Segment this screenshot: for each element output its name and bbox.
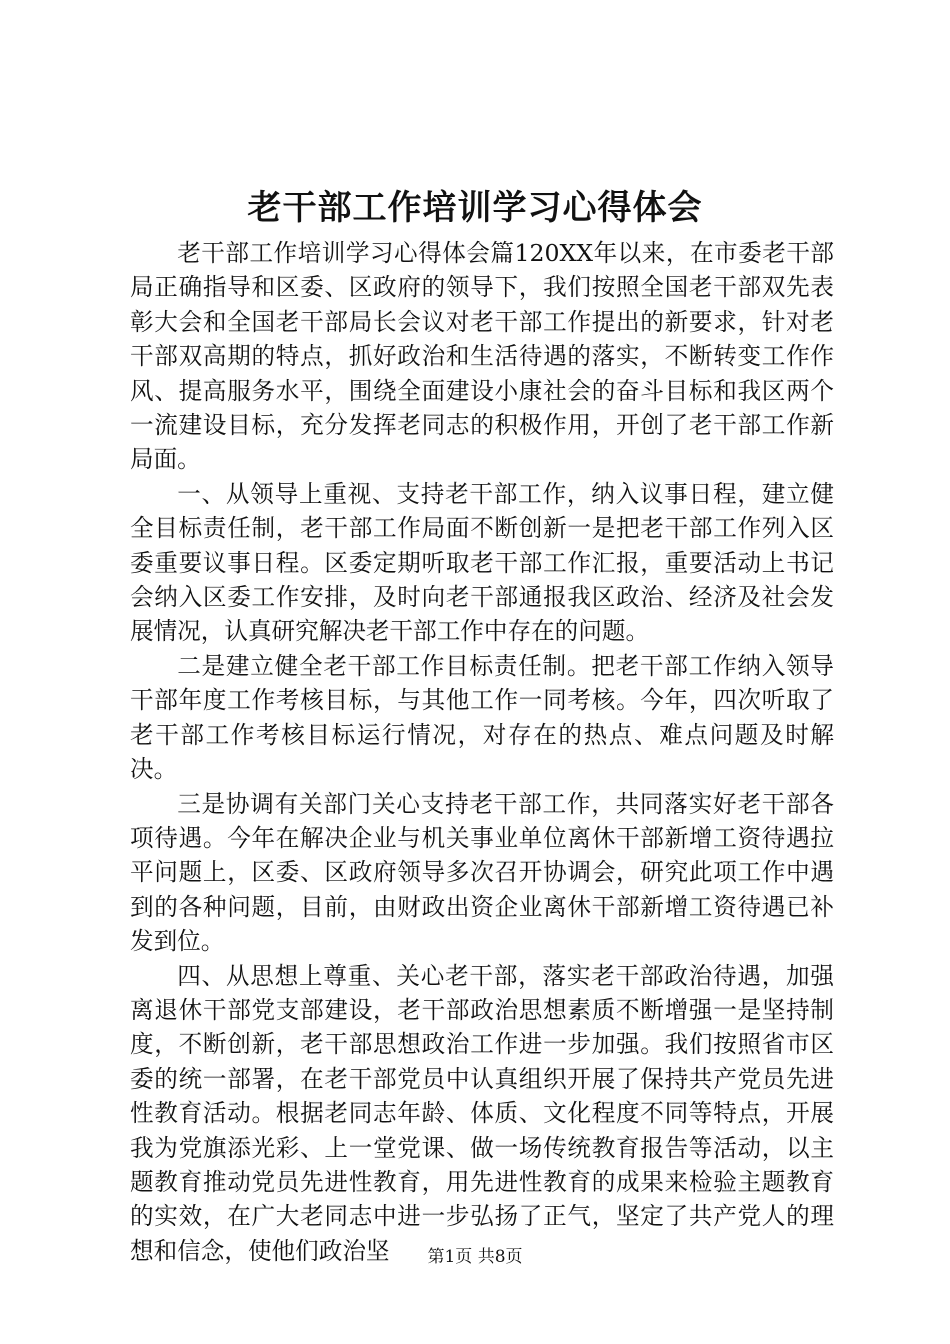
paragraph-point-two: 二是建立健全老干部工作目标责任制。把老干部工作纳入领导干部年度工作考核目标，与其他工作一同考核。今年，四次听取了老干部工作考核目标运行情况，对存在的热点、难点问题及时解决。: [130, 651, 834, 784]
document-title: 老干部工作培训学习心得体会: [247, 188, 703, 228]
paragraph-section-four: 四、从思想上尊重、关心老干部，落实老干部政治待遇，加强离退休干部党支部建设，老干部政治思想素质不断增强一是坚持制度，不断创新，老干部思想政治工作进一步加强。我们按照省市区委的统一部署，在老干部党员中认真组织开展了保持共产党员先进性教育活动。根据老同志年龄、体质、文化程度不同等特点，开展我为党旗添光彩、上一堂党课、做一场传统教育报告等活动，以主题教育推动党员先进性教育，用先进性教育的成果来检验主题教育的实效，在广大老同志中进一步弘扬了正气，坚定了共产党人的理想和信念，使他们政治坚: [130, 961, 834, 1265]
paragraph-intro: 老干部工作培训学习心得体会篇120XX年以来，在市委老干部局正确指导和区委、区政府的领导下，我们按照全国老干部双先表彰大会和全国老干部局长会议对老干部工作提出的新要求，针对老干部双高期的特点，抓好政治和生活待遇的落实，不断转变工作作风、提高服务水平，围绕全面建设小康社会的奋斗目标和我区两个一流建设目标，充分发挥老同志的积极作用，开创了老干部工作新局面。: [130, 239, 834, 474]
document-body: [130, 236, 834, 1268]
paragraph-section-one: 一、从领导上重视、支持老干部工作，纳入议事日程，建立健全目标责任制，老干部工作局面不断创新一是把老干部工作列入区委重要议事日程。区委定期听取老干部工作汇报，重要活动上书记会纳入区委工作安排，及时向老干部通报我区政治、经济及社会发展情况，认真研究解决老干部工作中存在的问题。: [130, 479, 834, 646]
page-number-footer: 第1页 共8页: [427, 1247, 523, 1267]
paragraph-point-three: 三是协调有关部门关心支持老干部工作，共同落实好老干部各项待遇。今年在解决企业与机关事业单位离休干部新增工资待遇拉平问题上，区委、区政府领导多次召开协调会，研究此项工作中遇到的各种问题，目前，由财政出资企业离休干部新增工资待遇已补发到位。: [130, 789, 834, 956]
